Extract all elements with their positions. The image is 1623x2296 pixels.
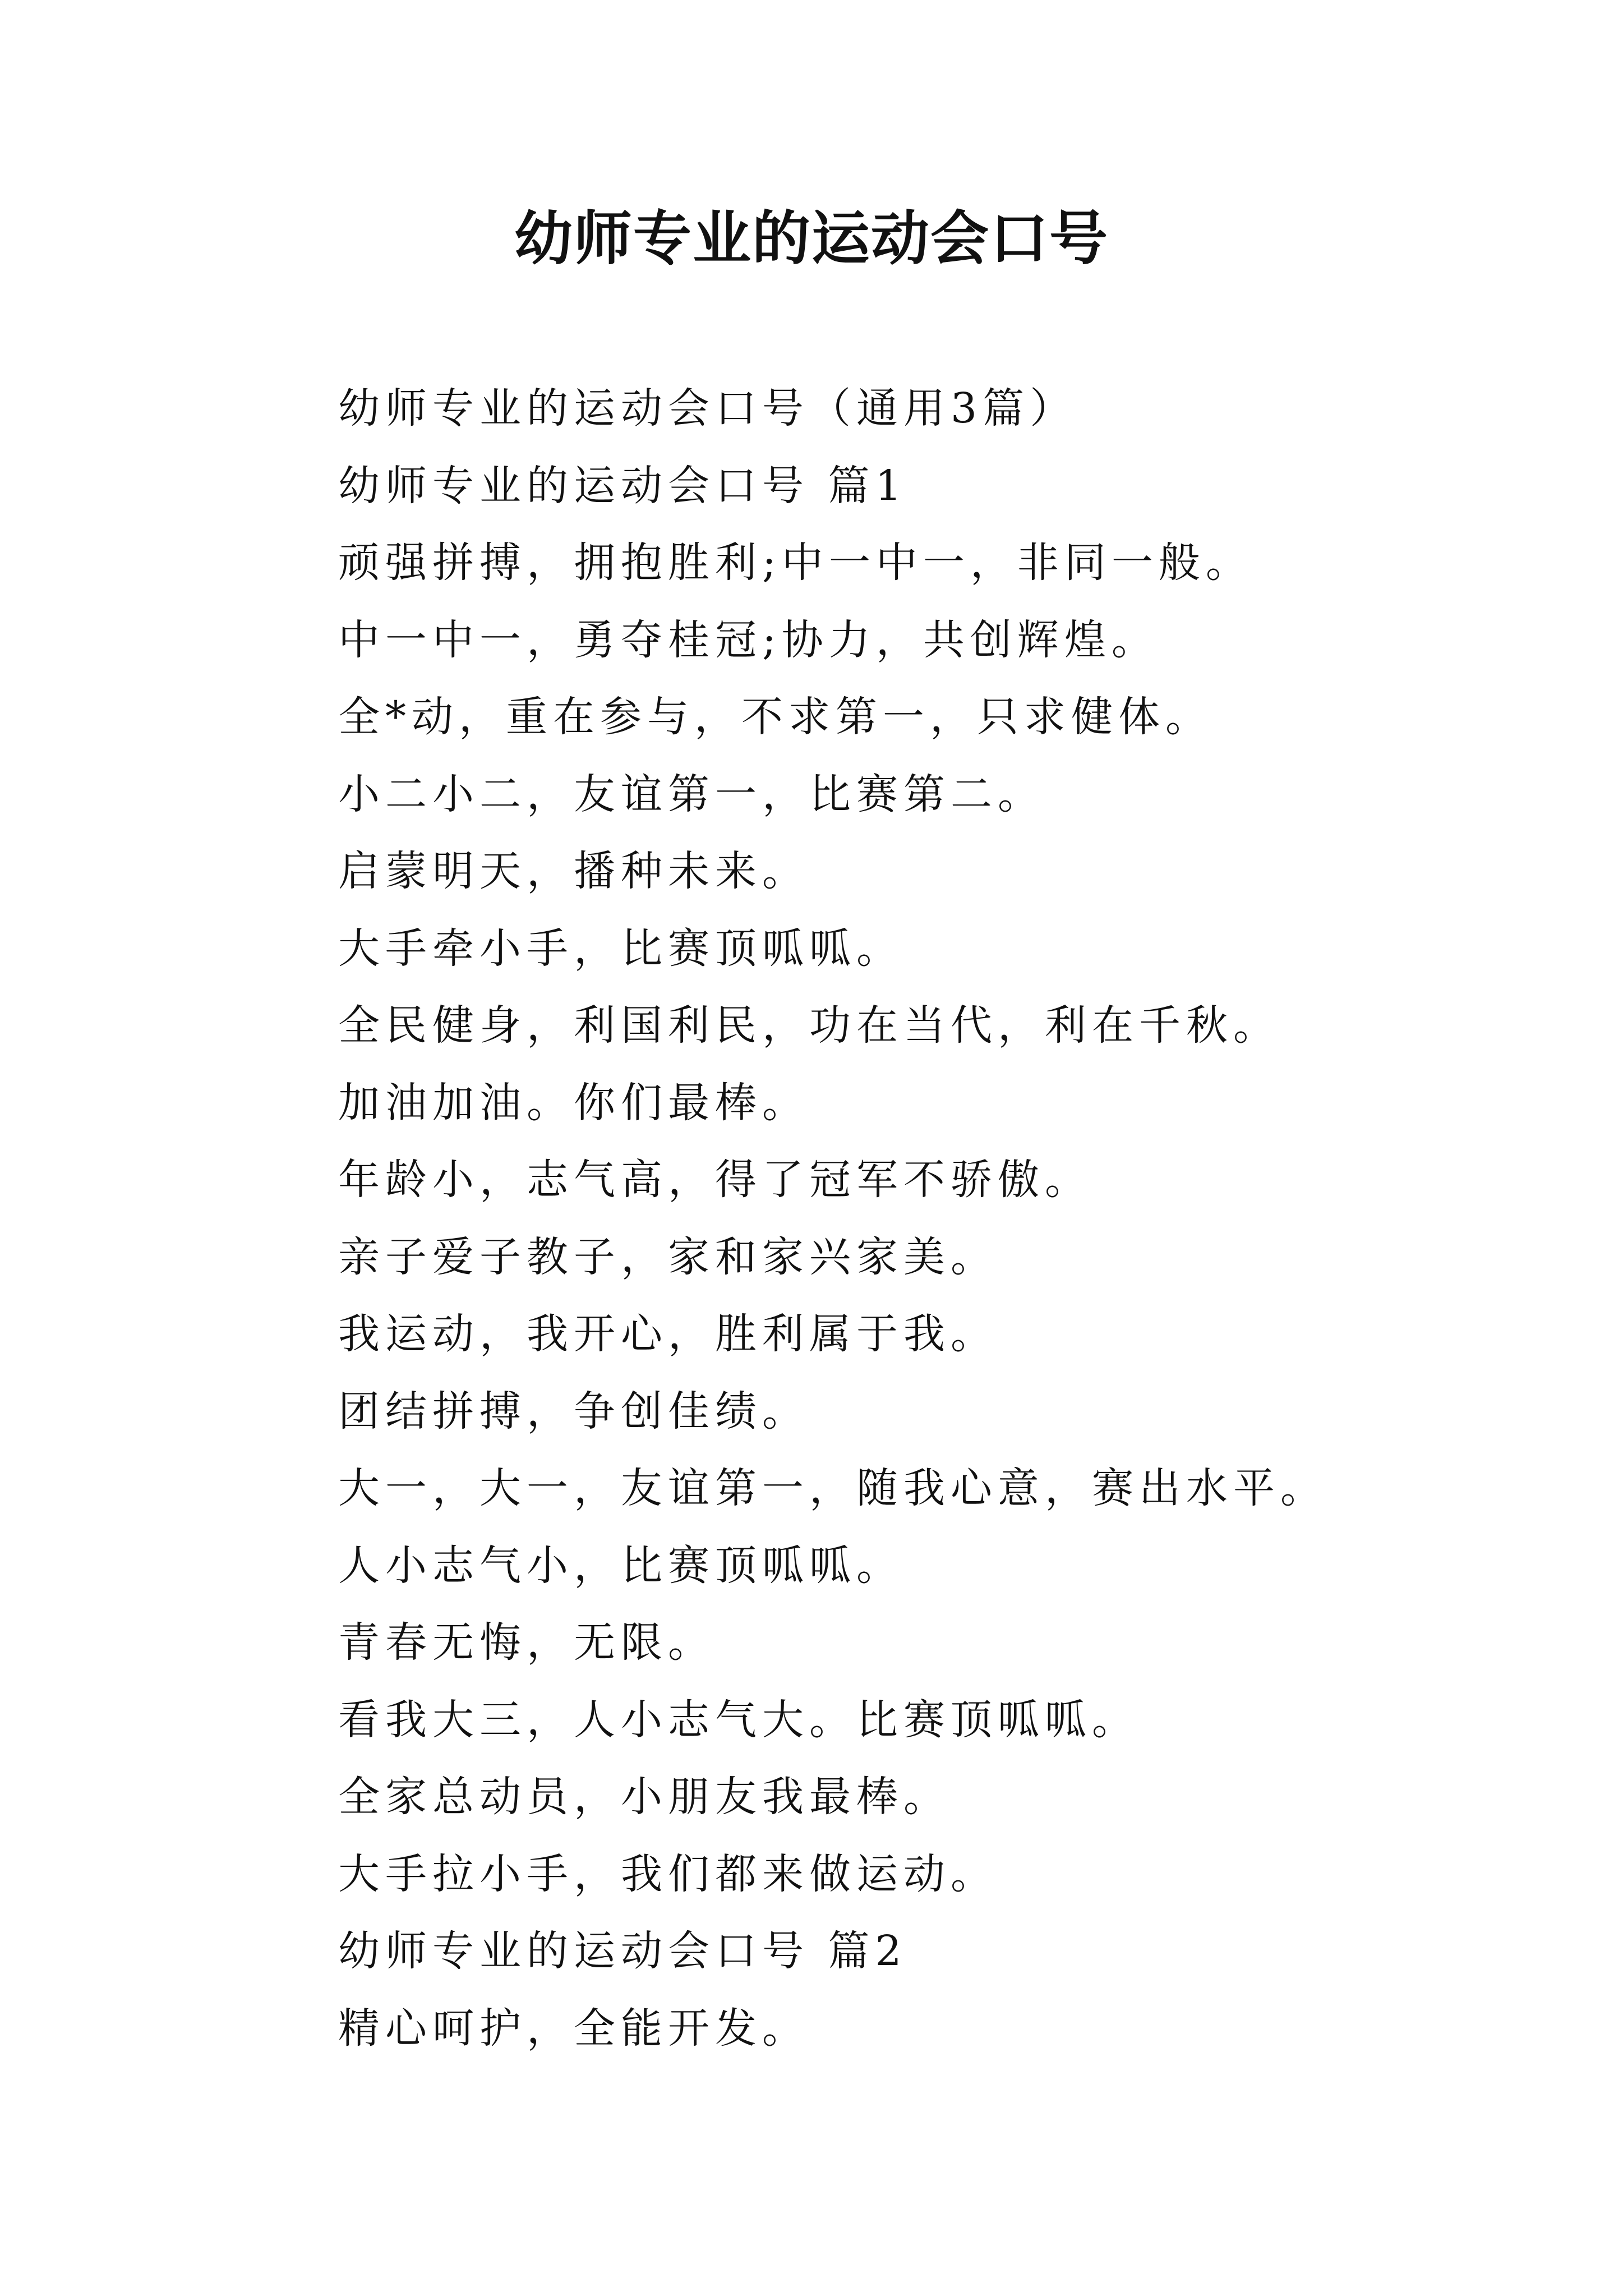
document-title: 幼师专业的运动会口号 [514, 204, 1109, 273]
slogan-line: 精心呵护，全能开发。 [338, 2004, 809, 2053]
slogan-line: 中一中一，勇夺桂冠;协力，共创辉煌。 [338, 615, 1159, 664]
slogan-line: 大手牵小手，比赛顶呱呱。 [338, 924, 903, 973]
slogan-line: 大一，大一，友谊第一，随我心意，赛出水平。 [338, 1464, 1327, 1512]
slogan-line: 小二小二，友谊第一，比赛第二。 [338, 770, 1045, 818]
slogan-line: 亲子爱子教子，家和家兴家美。 [338, 1232, 998, 1281]
slogan-line: 团结拼搏，争创佳绩。 [338, 1387, 809, 1435]
slogan-line: 我运动，我开心，胜利属于我。 [338, 1310, 998, 1358]
slogan-line: 大手拉小手，我们都来做运动。 [338, 1849, 998, 1898]
section-heading: 幼师专业的运动会口号 篇1 [338, 461, 907, 510]
intro-line: 幼师专业的运动会口号（通用3篇） [338, 384, 1077, 432]
slogan-line: 全家总动员，小朋友我最棒。 [338, 1773, 951, 1821]
slogan-line: 启蒙明天，播种未来。 [338, 847, 809, 895]
slogan-line: 人小志气小，比赛顶呱呱。 [338, 1541, 903, 1590]
slogan-line: 看我大三，人小志气大。比赛顶呱呱。 [338, 1695, 1139, 1744]
slogan-line: 青春无悔，无限。 [338, 1618, 715, 1667]
document-body [338, 370, 1516, 2067]
section-heading: 幼师专业的运动会口号 篇2 [338, 1927, 907, 1975]
slogan-line: 顽强拼搏，拥抱胜利;中一中一，非同一般。 [338, 539, 1253, 587]
slogan-line: 加油加油。你们最棒。 [338, 1078, 809, 1127]
slogan-line: 全*动，重在参与，不求第一，只求健体。 [338, 693, 1212, 741]
slogan-line: 年龄小，志气高，得了冠军不骄傲。 [338, 1156, 1092, 1204]
slogan-line: 全民健身，利国利民，功在当代，利在千秋。 [338, 1001, 1280, 1050]
